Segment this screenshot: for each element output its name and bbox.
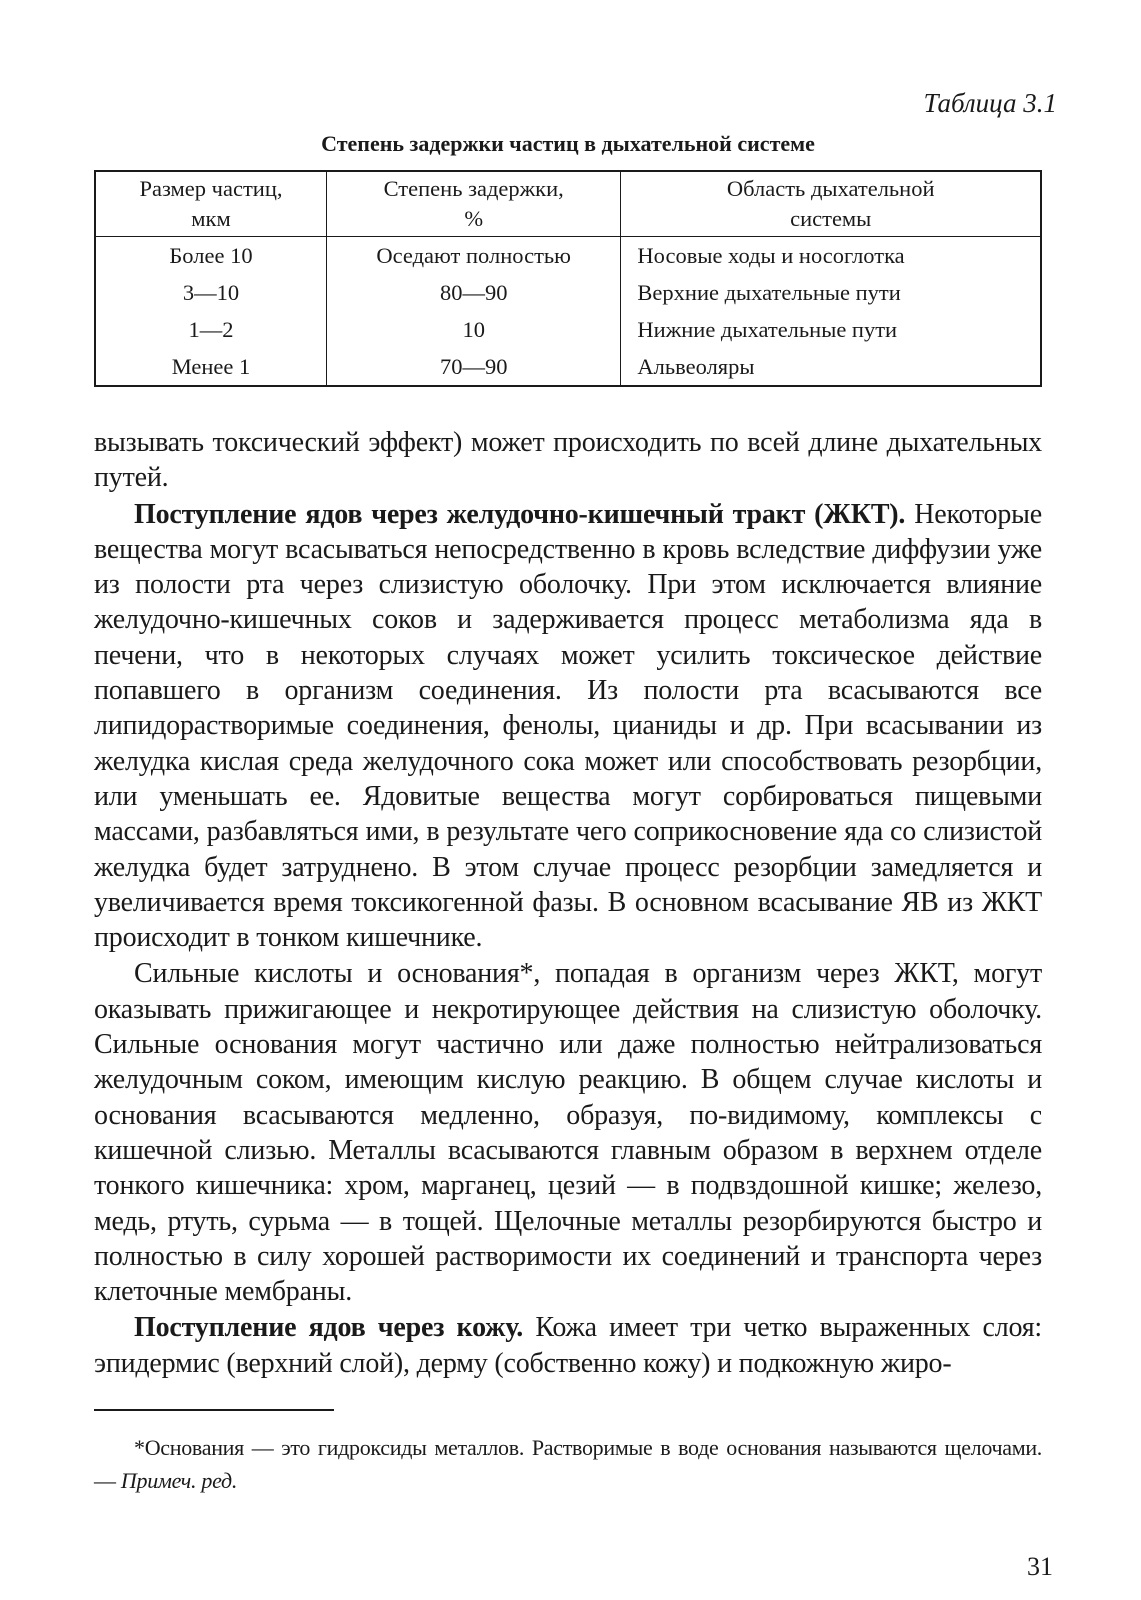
table-cell: 80—90 (326, 274, 620, 311)
paragraph-continuation: вызывать токсический эффект) может происходить по всей длине дыхательных путей. (94, 427, 1042, 494)
editor-note: Примеч. ред. (120, 1468, 238, 1493)
footnote-divider (94, 1409, 334, 1411)
table-cell: Нижние дыхательные пути (621, 311, 1041, 348)
table-label: Таблица 3.1 (923, 88, 1057, 118)
page-number: 31 (1027, 1552, 1053, 1581)
table-cell: 1—2 (95, 311, 326, 348)
table-cell: Альвеоляры (621, 348, 1041, 386)
paragraph-skin: Поступление ядов через кожу. Кожа имеет три четко выраженных слоя: эпидермис (верхний слой), дерму (собственно кожу) и подкожную жиро- (94, 1312, 1042, 1379)
table-cell: 3—10 (95, 274, 326, 311)
table-row (95, 237, 1041, 275)
table-row (95, 274, 1041, 311)
table-row (95, 348, 1041, 386)
table-row (95, 311, 1041, 348)
data-table (94, 170, 1042, 387)
table-cell: Верхние дыхательные пути (621, 274, 1041, 311)
body-text (94, 425, 1042, 1382)
footnote: *Основания — это гидроксиды металлов. Растворимые в воде основания называются щелочами. — Примеч. ред. (94, 1435, 1042, 1493)
column-header-retention: Степень задержки, % (326, 171, 620, 237)
column-header-region: Область дыхательной системы (621, 171, 1041, 237)
column-header-size: Размер частиц, мкм (95, 171, 326, 237)
paragraph-acids-bases: Сильные кислоты и основания*, попадая в организм через ЖКТ, могут оказывать прижигающее и некротирующее действия на слизистую оболочку. Сильные основания могут частично или даже полностью нейтрализоваться желудочным соком, имеющим кислую реакцию. В общем случае кислоты и основания всасываются медленно, образуя, по-видимому, комплексы с кишечной слизью. Металлы всасываются главным образом в верхнем отделе тонкого кишечника: хром, марганец, цезий — в подвздошной кишке; железо, медь, ртуть, сурьма — в тощей. Щелочные металлы резорбируются быстро и полностью в силу хорошей растворимости их соединений и транспорта через клеточные мембраны. (94, 958, 1042, 1308)
section-heading-gi-tract: Поступление ядов через желудочно-кишечный тракт (ЖКТ). (134, 498, 906, 530)
table-cell: Носовые ходы и носоглотка (621, 237, 1041, 275)
paragraph-gi-tract: Поступление ядов через желудочно-кишечный тракт (ЖКТ). Некоторые вещества могут всасываться непосредственно в кровь вследствие диффузии уже из полости рта через слизистую оболочку. При этом исключается влияние желудочно-кишечных соков и задерживается процесс метаболизма яда в печени, что в некоторых случаях может усилить токсическое действие попавшего в организм соединения. Из полости рта всасываются все липидорастворимые соединения, фенолы, цианиды и др. При всасывании из желудка кислая среда желудочного сока может или способствовать резорбции, или уменьшать ее. Ядовитые вещества могут сорбироваться пищевыми массами, разбавляться ими, в результате чего соприкосновение яда со слизистой желудка будет затруднено. В этом случае процесс резорбции замедляется и увеличивается время токсикогенной фазы. В основном всасывание ЯВ из ЖКТ происходит в тонком кишечнике. (94, 498, 1042, 954)
table-cell: Менее 1 (95, 348, 326, 386)
section-heading-skin: Поступление ядов через кожу. (134, 1312, 524, 1344)
table-cell: Более 10 (95, 237, 326, 275)
table-title: Степень задержки частиц в дыхательной системе (321, 131, 815, 156)
table-cell: 70—90 (326, 348, 620, 386)
table-cell: Оседают полностью (326, 237, 620, 275)
table-header-row (95, 171, 1041, 237)
table-cell: 10 (326, 311, 620, 348)
